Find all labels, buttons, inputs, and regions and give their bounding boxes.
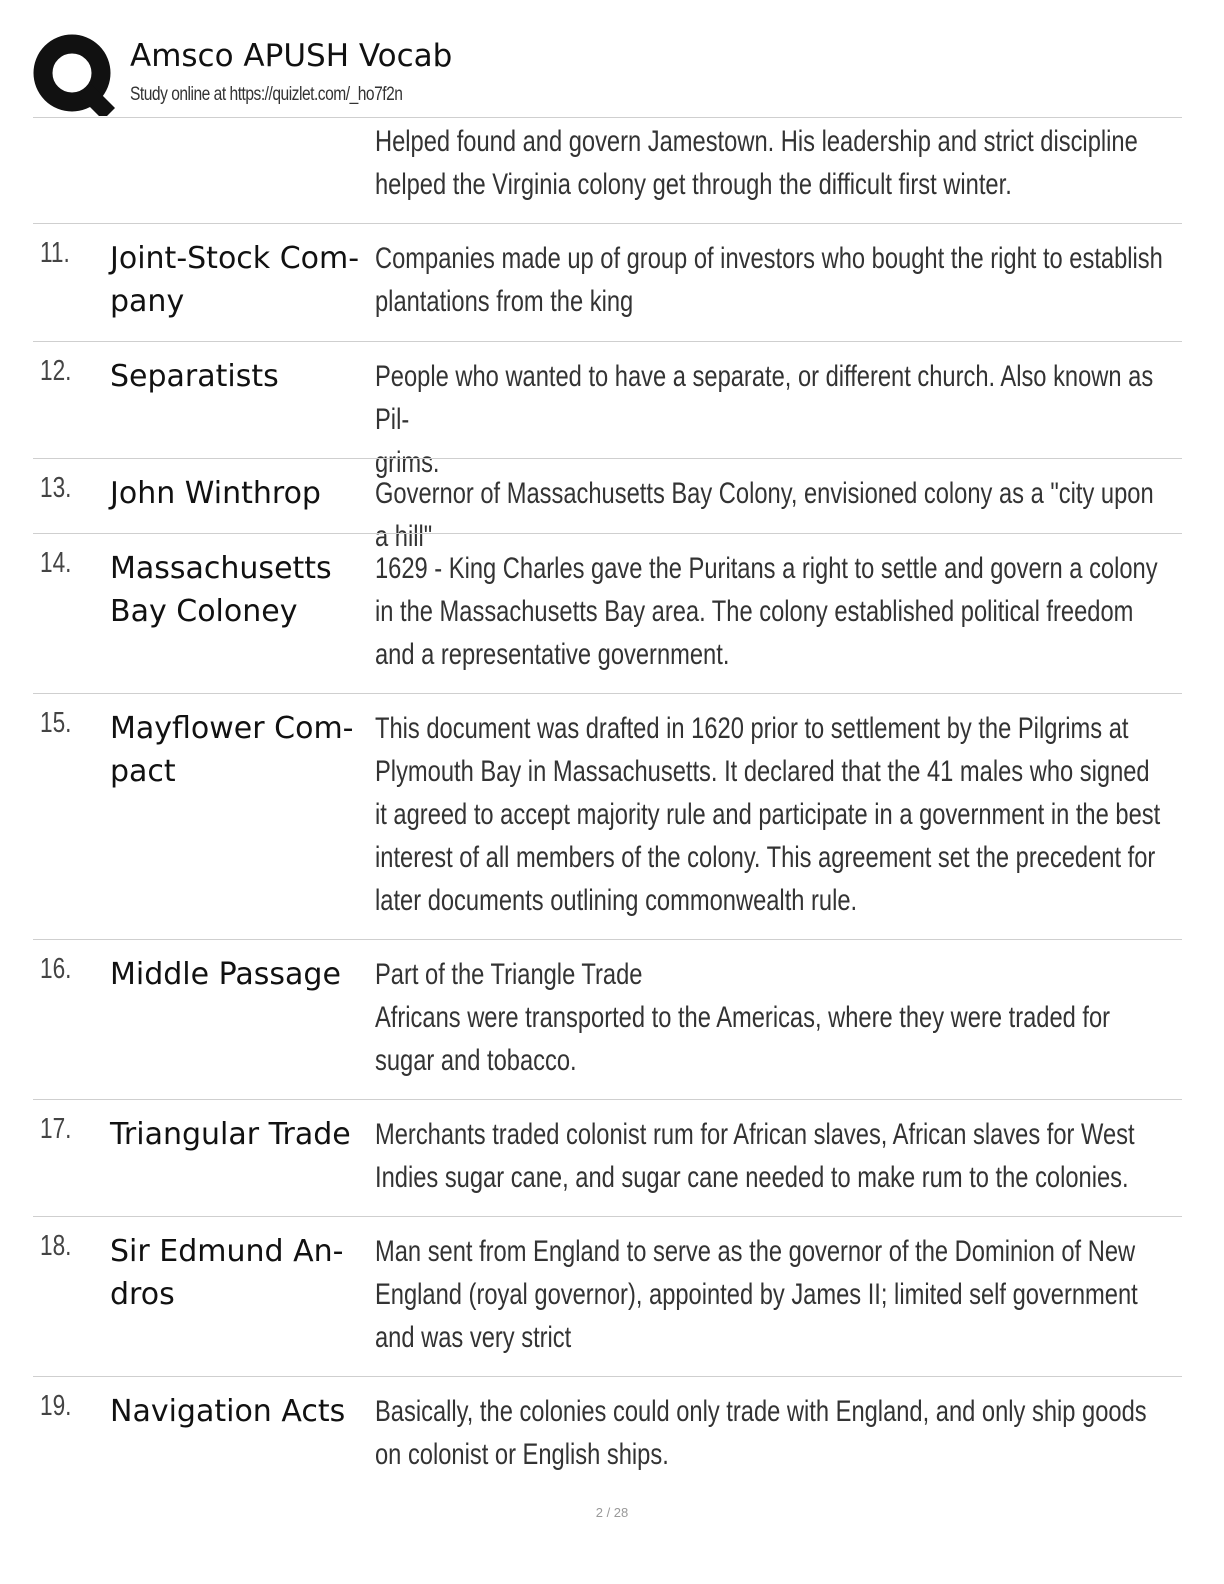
term: Mayflower Com- pact [110,711,354,789]
quizlet-logo-icon [33,34,115,116]
study-link[interactable]: Study online at https://quizlet.com/_ho7f2n [130,84,403,105]
term-number: 15. [40,707,72,739]
term-number: 12. [40,355,72,387]
divider [33,939,1182,940]
term: Navigation Acts [110,1394,346,1429]
term: Sir Edmund An- dros [110,1234,344,1312]
definition: Man sent from England to serve as the governor of the Dominion of New England (royal governor), appointed by James II; limited self government and was very strict [375,1235,1138,1354]
divider [33,223,1182,224]
definition: Governor of Massachusetts Bay Colony, envisioned colony as a "city upon a hill" [375,477,1154,553]
definition: Basically, the colonies could only trade with England, and only ship goods on colonist or English ships. [375,1395,1147,1471]
term-number: 11. [40,237,70,269]
divider [33,533,1182,534]
definition: Helped found and govern Jamestown. His leadership and strict discipline helped the Virginia colony get through the difficult first winter. [375,125,1138,201]
divider [33,1099,1182,1100]
term: Middle Passage [110,957,341,992]
term: Joint-Stock Com- pany [110,241,360,319]
definition: People who wanted to have a separate, or different church. Also known as Pil- grims. [375,360,1154,479]
divider [33,458,1182,459]
definition: This document was drafted in 1620 prior to settlement by the Pilgrims at Plymouth Bay in Massachusetts. It declared that the 41 males who signed it agreed to accept majority rule and participate in a government in the best interest of all members of the colony. This agreement set the precedent for later documents outlining commonwealth rule. [375,712,1161,917]
divider [33,1216,1182,1217]
term: Separatists [110,359,279,394]
divider [33,117,1182,118]
term-number: 13. [40,472,72,504]
term-number: 16. [40,953,72,985]
divider [33,341,1182,342]
definition: Part of the Triangle Trade Africans were transported to the Americas, where they were traded for sugar and tobacco. [375,958,1111,1077]
term-number: 14. [40,547,72,579]
term-number: 17. [40,1113,72,1145]
term: Triangular Trade [110,1117,351,1152]
definition: Companies made up of group of investors who bought the right to establish plantations from the king [375,242,1163,318]
definition: Merchants traded colonist rum for African slaves, African slaves for West Indies sugar cane, and sugar cane needed to make rum to the colonies. [375,1118,1135,1194]
term-number: 19. [40,1390,72,1422]
page-header [33,32,1183,117]
divider [33,1376,1182,1377]
page-title: Amsco APUSH Vocab [130,38,453,74]
term: Massachusetts Bay Coloney [110,551,332,629]
definition: 1629 - King Charles gave the Puritans a right to settle and govern a colony in the Massachusetts Bay area. The colony established political freedom and a representative government. [375,552,1158,671]
term-number: 18. [40,1230,72,1262]
page-number: 2 / 28 [595,1505,629,1520]
term: John Winthrop [110,476,321,511]
divider [33,693,1182,694]
